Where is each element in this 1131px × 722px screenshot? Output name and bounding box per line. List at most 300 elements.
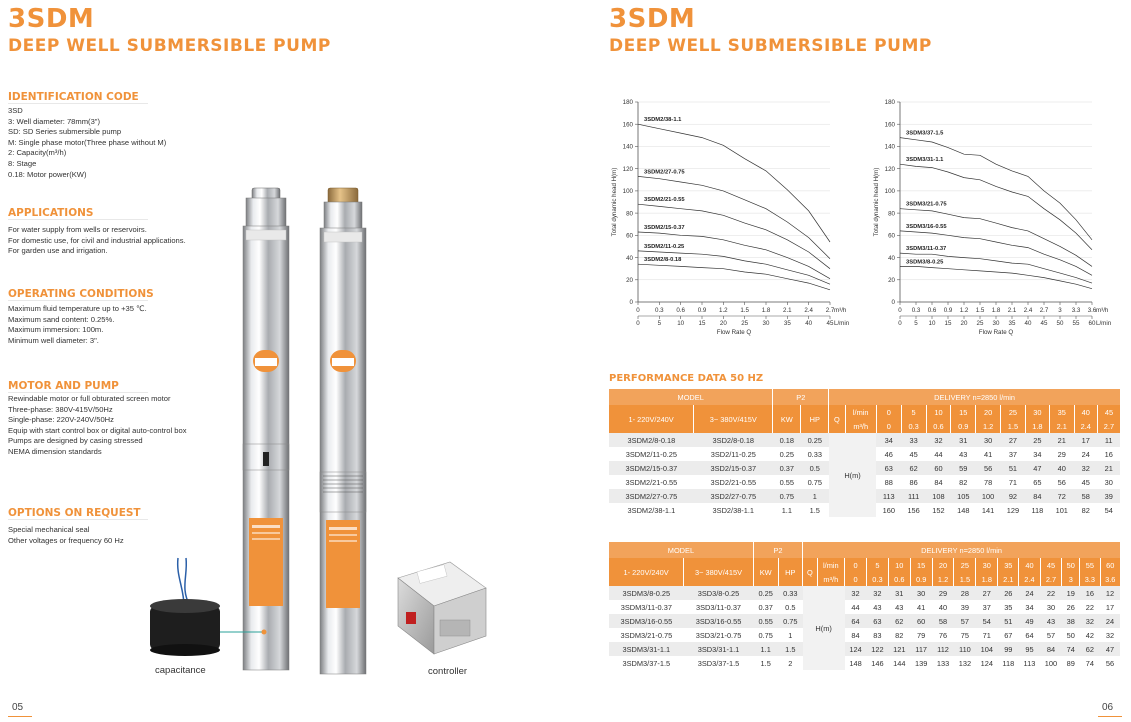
operating-line: Minimum well diameter: 3". [8, 335, 99, 345]
model-single-phase: 3SDM2/11-0.25 [609, 447, 694, 461]
head-value-cell: 156 [901, 503, 926, 517]
header-three-phase: 3~ 380V/415V [694, 405, 773, 433]
left-page-number: 05 [12, 702, 24, 713]
flow-lmin-cell: 5 [866, 558, 888, 572]
head-value-cell: 62 [1080, 642, 1100, 656]
head-value-cell: 82 [951, 475, 976, 489]
model-single-phase: 3SDM3/11-0.37 [609, 600, 684, 614]
head-value-cell: 40 [932, 600, 954, 614]
controller-label: controller [428, 666, 468, 677]
x2-tick-label: 25 [976, 320, 984, 327]
model-three-phase: 3SD2/27-0.75 [694, 489, 773, 503]
flow-m3h-cell: 2.4 [1019, 572, 1040, 586]
head-value-cell: 89 [1062, 656, 1080, 670]
id-line: 3SD [8, 106, 23, 115]
id-line: 0.18: Motor power(KW) [8, 169, 87, 179]
head-value-cell: 43 [866, 600, 888, 614]
header-hp: HP [778, 558, 803, 586]
x-unit-m3h: m³/h [834, 307, 847, 314]
x-tick-label: 0.3 [655, 307, 664, 314]
y-tick-label: 180 [884, 99, 895, 107]
left-page-subtitle: DEEP WELL SUBMERSIBLE PUMP [8, 36, 331, 56]
head-value-cell: 59 [951, 461, 976, 475]
x2-tick-label: 60 [1088, 320, 1096, 327]
series-label: 3SDM3/21-0.75 [906, 201, 947, 208]
x-tick-label: 3 [1058, 307, 1062, 314]
kw-cell: 0.25 [753, 586, 778, 600]
flow-m3h-cell: 1.8 [976, 572, 998, 586]
header-delivery: DELIVERY n=2850 l/min [803, 542, 1120, 558]
header-three-phase: 3~ 380V/415V [684, 558, 754, 586]
y-axis-label: Total dynamic head H(m) [873, 167, 880, 237]
header-delivery: DELIVERY n=2850 l/min [829, 389, 1120, 405]
flow-m3h-cell: 3.6 [1100, 572, 1120, 586]
head-value-cell: 113 [1019, 656, 1040, 670]
head-value-cell: 60 [926, 461, 951, 475]
head-value-cell: 122 [866, 642, 888, 656]
head-value-cell: 29 [1049, 447, 1074, 461]
series-label: 3SDM3/11-0.37 [906, 246, 947, 253]
head-value-cell: 63 [866, 614, 888, 628]
head-unit-label: H(m) [829, 433, 877, 517]
header-q: Q [829, 405, 845, 433]
controller-box [398, 562, 486, 654]
table-row [609, 433, 1120, 447]
model-three-phase: 3SD2/21-0.55 [694, 475, 773, 489]
head-value-cell: 22 [1080, 600, 1100, 614]
head-value-cell: 56 [1049, 475, 1074, 489]
identification-heading: IDENTIFICATION CODE [8, 91, 139, 103]
head-value-cell: 84 [1025, 489, 1049, 503]
head-value-cell: 30 [1040, 600, 1062, 614]
head-value-cell: 47 [1025, 461, 1049, 475]
head-value-cell: 74 [1062, 642, 1080, 656]
head-value-cell: 160 [876, 503, 901, 517]
options-lines [8, 525, 124, 546]
id-line: 3: Well diameter: 78mm(3") [8, 116, 101, 126]
x-tick-label: 0.9 [697, 307, 707, 314]
x-unit-lmin: L/min [1096, 320, 1112, 327]
head-value-cell: 64 [845, 614, 867, 628]
head-value-cell: 152 [926, 503, 951, 517]
x-tick-label: 1.2 [719, 307, 728, 314]
x2-tick-label: 50 [1056, 320, 1064, 327]
y-tick-label: 80 [888, 210, 895, 218]
head-value-cell: 38 [1062, 614, 1080, 628]
head-value-cell: 41 [976, 447, 1001, 461]
flow-m3h-cell: 1.2 [976, 419, 1001, 433]
header-kw: KW [753, 558, 778, 586]
head-value-cell: 62 [888, 614, 910, 628]
model-single-phase: 3SDM2/8-0.18 [609, 433, 694, 447]
flow-m3h-cell: 0.6 [926, 419, 951, 433]
motor-line: Pumps are designed by casing stressed [8, 436, 143, 446]
motor-line: Three-phase: 380V-415V/50Hz [8, 404, 113, 414]
kw-cell: 0.55 [753, 614, 778, 628]
head-value-cell: 82 [888, 628, 910, 642]
head-value-cell: 16 [1097, 447, 1120, 461]
series-label: 3SDM3/31-1.1 [906, 157, 944, 164]
head-value-cell: 45 [901, 447, 926, 461]
head-value-cell: 58 [1074, 489, 1097, 503]
head-value-cell: 56 [976, 461, 1001, 475]
head-value-cell: 27 [976, 586, 998, 600]
head-value-cell: 65 [1025, 475, 1049, 489]
head-value-cell: 27 [1001, 433, 1026, 447]
applications-line: For garden use and irrigation. [8, 246, 108, 256]
head-value-cell: 92 [1001, 489, 1026, 503]
flow-m3h-cell: 1.5 [954, 572, 976, 586]
pump-three-phase [243, 188, 289, 670]
motor-line: Rewindable motor or full obturated screen motor [8, 394, 171, 403]
series-label: 3SDM2/21-0.55 [644, 197, 685, 204]
head-value-cell: 58 [932, 614, 954, 628]
head-value-cell: 144 [888, 656, 910, 670]
id-line: SD: SD Series submersible pump [8, 127, 122, 137]
x2-tick-label: 30 [992, 320, 1000, 327]
head-value-cell: 39 [954, 600, 976, 614]
flow-m3h-cell: 0.6 [888, 572, 910, 586]
flow-m3h-cell: 1.2 [932, 572, 954, 586]
model-three-phase: 3SD3/8-0.25 [684, 586, 754, 600]
performance-chart-2 [604, 92, 866, 345]
flow-m3h-cell: 0 [845, 572, 867, 586]
head-value-cell: 139 [910, 656, 932, 670]
kw-cell: 1.1 [753, 642, 778, 656]
x-tick-label: 1.8 [991, 307, 1001, 314]
head-value-cell: 118 [998, 656, 1019, 670]
flow-lmin-cell: 25 [954, 558, 976, 572]
x2-tick-label: 25 [741, 320, 749, 327]
head-value-cell: 43 [951, 447, 976, 461]
applications-line: For domestic use, for civil and industrial applications. [8, 235, 186, 245]
kw-cell: 1.5 [753, 656, 778, 670]
identification-lines [8, 106, 166, 180]
model-three-phase: 3SD3/37-1.5 [684, 656, 754, 670]
head-value-cell: 31 [888, 586, 910, 600]
x2-tick-label: 5 [914, 320, 918, 327]
x2-tick-label: 15 [944, 320, 952, 327]
header-single-phase: 1- 220V/240V [609, 405, 694, 433]
head-value-cell: 50 [1062, 628, 1080, 642]
operating-line: Maximum immersion: 100m. [8, 325, 104, 335]
operating-line: Maximum fluid temperature up to +35 ℃. [8, 304, 147, 313]
y-tick-label: 80 [626, 210, 633, 218]
y-tick-label: 20 [626, 276, 633, 284]
x-tick-label: 1.2 [959, 307, 969, 314]
head-value-cell: 82 [1074, 503, 1097, 517]
head-value-cell: 39 [1097, 489, 1120, 503]
head-value-cell: 75 [954, 628, 976, 642]
series-line [638, 264, 830, 290]
options-heading: OPTIONS ON REQUEST [8, 507, 141, 519]
flow-lmin-cell: 45 [1097, 405, 1120, 419]
flow-lmin-cell: 0 [845, 558, 867, 572]
x-tick-label: 2.1 [1007, 307, 1017, 314]
head-value-cell: 129 [1001, 503, 1026, 517]
flow-m3h-cell: 1.5 [1001, 419, 1026, 433]
x-axis-label: Flow Rate Q [716, 329, 752, 336]
x-tick-label: 2.7 [825, 307, 835, 314]
operating-lines [8, 304, 147, 346]
x-tick-label: 0.6 [676, 307, 685, 314]
right-page-number: 06 [1102, 702, 1114, 713]
model-single-phase: 3SDM2/21-0.55 [609, 475, 694, 489]
head-value-cell: 34 [876, 433, 901, 447]
series-label: 3SDM3/37-1.5 [906, 130, 944, 137]
x-tick-label: 1.5 [740, 307, 749, 314]
performance-chart-3 [866, 92, 1128, 345]
series-label: 3SDM2/11-0.25 [644, 243, 685, 250]
head-value-cell: 32 [1100, 628, 1120, 642]
x2-tick-label: 35 [1008, 320, 1016, 327]
y-tick-label: 40 [888, 254, 895, 262]
flow-m3h-cell: 0 [876, 419, 901, 433]
head-value-cell: 11 [1097, 433, 1120, 447]
head-value-cell: 113 [876, 489, 901, 503]
head-value-cell: 57 [954, 614, 976, 628]
flow-lmin-cell: 15 [951, 405, 976, 419]
hp-cell: 0.75 [778, 614, 803, 628]
x-tick-label: 1.5 [975, 307, 985, 314]
performance-table-3 [609, 542, 1120, 670]
head-value-cell: 57 [1040, 628, 1062, 642]
applications-line: For water supply from wells or reservoirs. [8, 225, 147, 234]
head-value-cell: 67 [998, 628, 1019, 642]
header-unit-m3h: m³/h [845, 419, 876, 433]
flow-lmin-cell: 10 [888, 558, 910, 572]
head-value-cell: 44 [926, 447, 951, 461]
head-value-cell: 86 [901, 475, 926, 489]
x-tick-label: 2.7 [1039, 307, 1049, 314]
flow-m3h-cell: 3.3 [1080, 572, 1100, 586]
kw-cell: 1.1 [773, 503, 801, 517]
head-value-cell: 41 [910, 600, 932, 614]
head-value-cell: 32 [845, 586, 867, 600]
flow-m3h-cell: 2.1 [998, 572, 1019, 586]
head-value-cell: 22 [1040, 586, 1062, 600]
head-value-cell: 132 [954, 656, 976, 670]
x-tick-label: 0 [898, 307, 902, 314]
flow-lmin-cell: 10 [926, 405, 951, 419]
id-line: 2: Capacity(m³/h) [8, 148, 67, 158]
header-single-phase: 1- 220V/240V [609, 558, 684, 586]
head-value-cell: 17 [1074, 433, 1097, 447]
head-value-cell: 49 [1019, 614, 1040, 628]
head-value-cell: 121 [888, 642, 910, 656]
x2-tick-label: 40 [1024, 320, 1032, 327]
model-single-phase: 3SDM2/15-0.37 [609, 461, 694, 475]
y-tick-label: 160 [622, 121, 633, 129]
y-tick-label: 20 [888, 276, 895, 284]
head-value-cell: 34 [1019, 600, 1040, 614]
y-tick-label: 140 [884, 143, 895, 151]
head-value-cell: 133 [932, 656, 954, 670]
y-tick-label: 0 [891, 299, 895, 307]
x-tick-label: 0 [636, 307, 640, 314]
kw-cell: 0.25 [773, 447, 801, 461]
model-three-phase: 3SD3/16-0.55 [684, 614, 754, 628]
head-value-cell: 111 [901, 489, 926, 503]
y-tick-label: 180 [622, 99, 633, 107]
head-value-cell: 100 [976, 489, 1001, 503]
series-line [900, 266, 1092, 288]
model-three-phase: 3SD3/21-0.75 [684, 628, 754, 642]
head-value-cell: 51 [1001, 461, 1026, 475]
model-single-phase: 3SDM3/21-0.75 [609, 628, 684, 642]
pump-single-phase [320, 188, 366, 674]
head-value-cell: 30 [976, 433, 1001, 447]
x-tick-label: 2.1 [783, 307, 792, 314]
flow-m3h-cell: 0.3 [901, 419, 926, 433]
flow-m3h-cell: 2.4 [1074, 419, 1097, 433]
performance-data-title: PERFORMANCE DATA 50 HZ [609, 373, 764, 384]
series-line [900, 231, 1092, 275]
flow-lmin-cell: 5 [901, 405, 926, 419]
x2-tick-label: 45 [1040, 320, 1048, 327]
x2-tick-label: 55 [1072, 320, 1080, 327]
flow-m3h-cell: 2.7 [1097, 419, 1120, 433]
x-unit-m3h: m³/h [1096, 307, 1109, 314]
motor-line: Single-phase: 220V-240V/50Hz [8, 415, 114, 425]
x2-tick-label: 0 [636, 320, 640, 327]
capacitance-label: capacitance [155, 665, 206, 676]
flow-lmin-cell: 50 [1062, 558, 1080, 572]
series-label: 3SDM2/8-0.18 [644, 257, 682, 264]
flow-m3h-cell: 1.8 [1025, 419, 1049, 433]
head-value-cell: 31 [951, 433, 976, 447]
head-value-cell: 42 [1080, 628, 1100, 642]
model-three-phase: 3SD3/11-0.37 [684, 600, 754, 614]
x-axis-label: Flow Rate Q [978, 329, 1014, 336]
hp-cell: 1.5 [801, 503, 829, 517]
header-p2: P2 [753, 542, 802, 558]
hp-cell: 1.5 [778, 642, 803, 656]
model-single-phase: 3SDM3/8-0.25 [609, 586, 684, 600]
flow-lmin-cell: 35 [998, 558, 1019, 572]
head-value-cell: 60 [910, 614, 932, 628]
product-illustration [140, 180, 500, 700]
hp-cell: 1 [801, 489, 829, 503]
kw-cell: 0.37 [753, 600, 778, 614]
head-value-cell: 44 [845, 600, 867, 614]
x-tick-label: 3.3 [1071, 307, 1081, 314]
motor-line: NEMA dimension standards [8, 446, 102, 456]
x2-tick-label: 5 [657, 320, 662, 327]
series-label: 3SDM2/38-1.1 [644, 117, 682, 124]
x-tick-label: 0.6 [927, 307, 937, 314]
head-value-cell: 26 [1062, 600, 1080, 614]
head-value-cell: 84 [845, 628, 867, 642]
x2-tick-label: 45 [826, 320, 834, 327]
operating-heading: OPERATING CONDITIONS [8, 288, 154, 300]
model-three-phase: 3SD2/11-0.25 [694, 447, 773, 461]
flow-m3h-cell: 2.1 [1049, 419, 1074, 433]
y-tick-label: 100 [884, 188, 895, 196]
kw-cell: 0.18 [773, 433, 801, 447]
flow-lmin-cell: 40 [1074, 405, 1097, 419]
header-unit-lmin: l/min [817, 558, 845, 572]
head-value-cell: 79 [910, 628, 932, 642]
head-value-cell: 37 [1001, 447, 1026, 461]
kw-cell: 0.75 [753, 628, 778, 642]
head-value-cell: 105 [951, 489, 976, 503]
flow-lmin-cell: 30 [976, 558, 998, 572]
flow-lmin-cell: 40 [1019, 558, 1040, 572]
head-value-cell: 17 [1100, 600, 1120, 614]
head-value-cell: 110 [954, 642, 976, 656]
head-value-cell: 71 [976, 628, 998, 642]
head-value-cell: 88 [876, 475, 901, 489]
hp-cell: 0.75 [801, 475, 829, 489]
head-value-cell: 24 [1074, 447, 1097, 461]
head-value-cell: 32 [866, 586, 888, 600]
x2-tick-label: 10 [928, 320, 936, 327]
performance-table-2 [609, 389, 1120, 517]
head-value-cell: 95 [1019, 642, 1040, 656]
head-value-cell: 117 [910, 642, 932, 656]
header-kw: KW [773, 405, 801, 433]
model-three-phase: 3SD2/15-0.37 [694, 461, 773, 475]
hp-cell: 0.5 [778, 600, 803, 614]
x2-tick-label: 15 [698, 320, 706, 327]
kw-cell: 0.37 [773, 461, 801, 475]
head-value-cell: 21 [1097, 461, 1120, 475]
right-page-title: 3SDM [609, 4, 696, 34]
series-line [638, 232, 830, 279]
x2-tick-label: 30 [762, 320, 770, 327]
y-tick-label: 140 [622, 143, 633, 151]
head-value-cell: 32 [1074, 461, 1097, 475]
head-value-cell: 56 [1100, 656, 1120, 670]
y-tick-label: 100 [622, 188, 633, 196]
y-tick-label: 0 [629, 299, 633, 307]
model-single-phase: 3SDM2/38-1.1 [609, 503, 694, 517]
motor-line: Equip with start control box or digital auto-control box [8, 425, 187, 435]
y-tick-label: 60 [888, 232, 895, 240]
right-page-subtitle: DEEP WELL SUBMERSIBLE PUMP [609, 36, 932, 56]
header-q: Q [803, 558, 817, 586]
flow-lmin-cell: 25 [1001, 405, 1026, 419]
y-tick-label: 160 [884, 121, 895, 129]
head-value-cell: 24 [1100, 614, 1120, 628]
head-value-cell: 37 [976, 600, 998, 614]
series-label: 3SDM2/27-0.75 [644, 169, 685, 176]
flow-lmin-cell: 35 [1049, 405, 1074, 419]
series-line [638, 251, 830, 284]
flow-lmin-cell: 60 [1100, 558, 1120, 572]
series-label: 3SDM3/16-0.55 [906, 223, 947, 230]
head-value-cell: 83 [866, 628, 888, 642]
x2-tick-label: 35 [783, 320, 791, 327]
table-row [609, 642, 1120, 656]
left-page-title: 3SDM [8, 4, 95, 34]
head-value-cell: 35 [998, 600, 1019, 614]
head-unit-label: H(m) [803, 586, 845, 670]
head-value-cell: 100 [1040, 656, 1062, 670]
table-row [609, 586, 1120, 600]
x2-tick-label: 20 [719, 320, 727, 327]
header-unit-m3h: m³/h [817, 572, 845, 586]
head-value-cell: 30 [1097, 475, 1120, 489]
head-value-cell: 118 [1025, 503, 1049, 517]
head-value-cell: 84 [1040, 642, 1062, 656]
header-model: MODEL [609, 389, 773, 405]
head-value-cell: 30 [910, 586, 932, 600]
flow-lmin-cell: 20 [976, 405, 1001, 419]
hp-cell: 0.33 [801, 447, 829, 461]
head-value-cell: 43 [888, 600, 910, 614]
